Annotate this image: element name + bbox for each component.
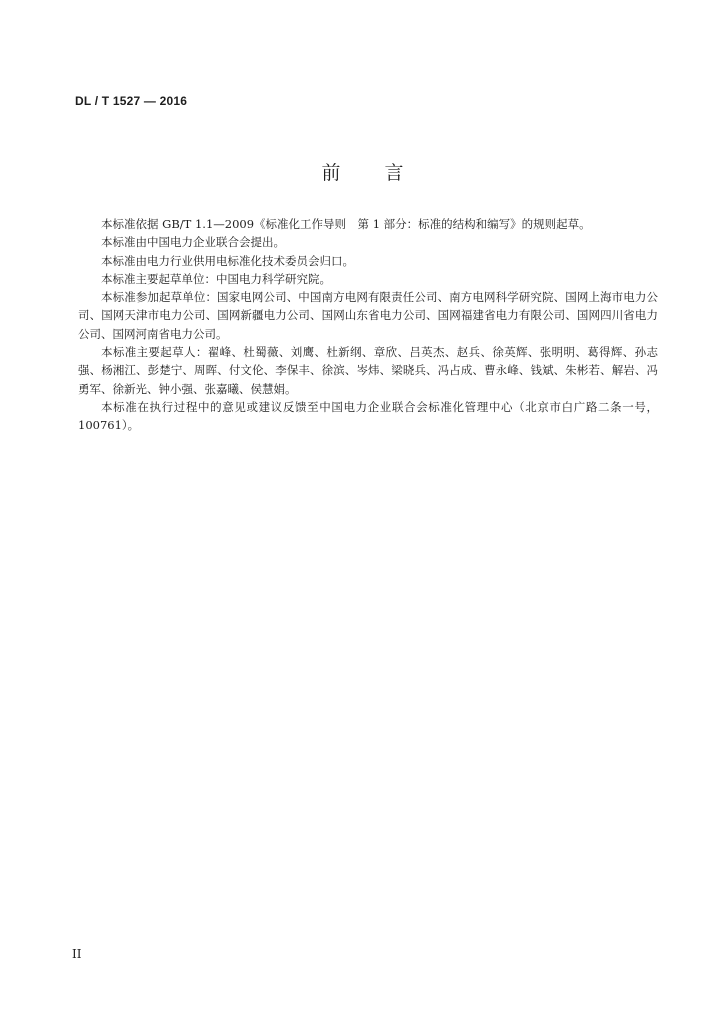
foreword-body xyxy=(78,215,658,435)
paragraph-main-drafting-unit: 本标准主要起草单位：中国电力科学研究院。 xyxy=(101,271,331,286)
page-number: II xyxy=(72,947,82,961)
paragraph-drafting-basis: 本标准依据 GB/T 1.1—2009《标准化工作导则 第 1 部分：标准的结构和编写》的规则起草。 xyxy=(101,217,591,231)
page-title: 前言 xyxy=(321,162,448,184)
paragraph-centralized-by: 本标准由电力行业供用电标准化技术委员会归口。 xyxy=(101,253,354,268)
paragraph-main-drafters: 本标准主要起草人：翟峰、杜蜀薇、刘鹰、杜新纲、章欣、吕英杰、赵兵、徐英辉、张明明、葛得辉、孙志强、杨湘江、彭楚宁、周晖、付文伦、李保丰、徐滨、岑炜、梁晓兵、冯占成、曹永峰、钱斌、朱彬若、解岩、冯勇军、徐新光、钟小强、张嘉曦、侯慧娟。 xyxy=(78,345,658,396)
paragraph-proposer: 本标准由中国电力企业联合会提出。 xyxy=(101,235,285,250)
paragraph-participating-units: 本标准参加起草单位：国家电网公司、中国南方电网有限责任公司、南方电网科学研究院、国网上海市电力公司、国网天津市电力公司、国网新疆电力公司、国网山东省电力公司、国网福建省电力有限公司、国网四川省电力公司、国网河南省电力公司。 xyxy=(78,290,658,341)
paragraph-feedback: 本标准在执行过程中的意见或建议反馈至中国电力企业联合会标准化管理中心（北京市白广路二条一号，100761）。 xyxy=(78,399,658,433)
document-code-header: DL / T 1527 — 2016 xyxy=(75,94,188,108)
